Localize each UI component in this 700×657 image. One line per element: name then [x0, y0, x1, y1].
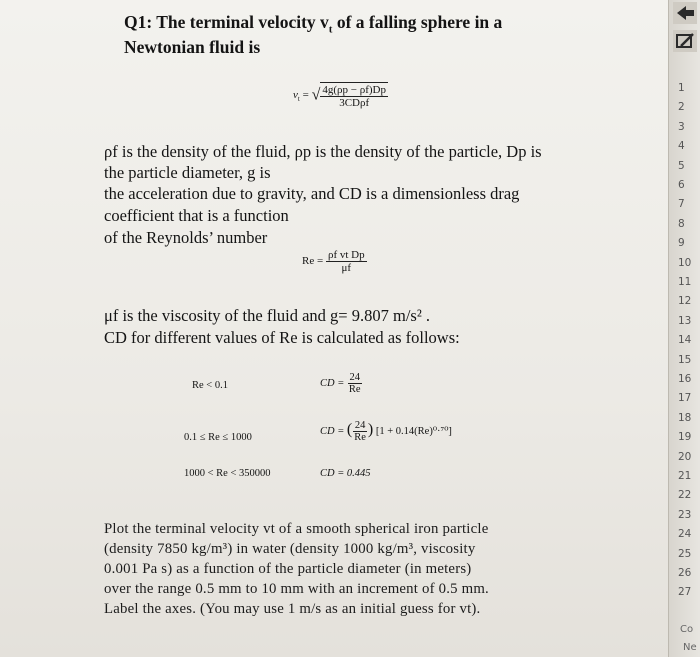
- line-number: 24: [678, 528, 692, 541]
- line-number: 25: [678, 547, 692, 560]
- terminal-velocity-equation: $v_t$ = √ $\frac{4g(\rho p - \rho f)Dp}{\text{3CDρf}}$: [293, 84, 386, 109]
- line-number: 11: [678, 276, 692, 288]
- vt-denominator: 3CDρf: [339, 97, 370, 109]
- re-numerator: ρf vt Dp: [327, 249, 365, 261]
- reynolds-equation: Re = $\frac{\text{ρf vt Dp}}{\mu f}$: [302, 249, 365, 274]
- line-number: 17: [678, 392, 692, 405]
- line-number: 10: [678, 256, 692, 269]
- viscosity-line1: μf is the viscosity of the fluid and g= 9.807 m/s² .: [104, 306, 431, 325]
- vt-numerator: 4g(ρp − ρf)Dp: [322, 84, 386, 96]
- definitions-line4: coefficient that is a function: [104, 206, 289, 225]
- task-line4: over the range 0.5 mm to 10 mm with an increment of 0.5 mm.: [104, 581, 489, 597]
- line-number: 26: [678, 567, 692, 579]
- line-number: 6: [678, 179, 685, 191]
- line-number: 7: [678, 198, 685, 211]
- viscosity-line2: CD for different values of Re is calculated as follows:: [104, 328, 460, 347]
- line-number: 15: [678, 353, 692, 366]
- line-number: 13: [678, 314, 692, 327]
- line-number: 18: [678, 411, 692, 424]
- question-title-line1: Q1: The terminal velocity $v_t$ of a falling sphere in a: [124, 12, 503, 36]
- line-number: 16: [678, 373, 692, 385]
- task-line1: Plot the terminal velocity vt of a smooth spherical iron particle: [104, 521, 489, 537]
- line-number: 9: [678, 237, 685, 250]
- line-number: 22: [678, 489, 692, 502]
- task-line2: (density 7850 kg/m³) in water (density 1000 kg/m³, viscosity: [104, 541, 476, 557]
- cd-formula-3: CD = 0.445: [320, 468, 371, 479]
- cd-condition-2: 0.1 ≤ Re ≤ 1000: [184, 432, 252, 443]
- line-number: 19: [678, 431, 692, 444]
- definitions-line3: the acceleration due to gravity, and CD is a dimensionless drag: [104, 184, 520, 203]
- cd-condition-3: 1000 < Re < 350000: [184, 468, 271, 479]
- definitions-line5: of the Reynolds’ number: [104, 228, 268, 247]
- side-item-ne[interactable]: Ne: [683, 642, 697, 653]
- re-denominator: μf: [341, 262, 352, 274]
- back-arrow-icon[interactable]: [673, 2, 697, 24]
- cd-condition-1: Re < 0.1: [192, 380, 228, 391]
- side-item-co[interactable]: Co: [680, 624, 694, 635]
- line-number: 5: [678, 159, 685, 172]
- line-number: 21: [678, 470, 692, 482]
- line-number: 4: [678, 140, 685, 153]
- line-number: 20: [678, 450, 692, 463]
- definitions-line1: ρf is the density of the fluid, ρp is the density of the particle, Dp is: [104, 142, 542, 161]
- line-number: 8: [678, 217, 685, 230]
- cd-formula-2: CD = ( $\frac{24}{Re}$ ) [1 + 0.14(Re)⁰·⁷⁰]: [320, 420, 452, 443]
- task-line5: Label the axes. (You may use 1 m/s as an initial guess for vt).: [104, 601, 481, 617]
- line-number: 2: [678, 101, 685, 114]
- line-number: 12: [678, 295, 692, 308]
- line-number: 14: [678, 334, 692, 347]
- line-number: 1: [678, 82, 685, 94]
- cd-formula-1: CD = $\frac{24}{Re}$: [320, 372, 361, 395]
- line-number: 3: [678, 120, 685, 133]
- task-line3: 0.001 Pa s) as a function of the particle diameter (in meters): [104, 561, 472, 577]
- line-number: 27: [678, 586, 692, 599]
- edit-icon[interactable]: [673, 30, 697, 52]
- question-title-line2: Newtonian fluid is: [124, 37, 261, 57]
- line-number: 23: [678, 508, 692, 521]
- definitions-line2: the particle diameter, g is: [104, 163, 271, 182]
